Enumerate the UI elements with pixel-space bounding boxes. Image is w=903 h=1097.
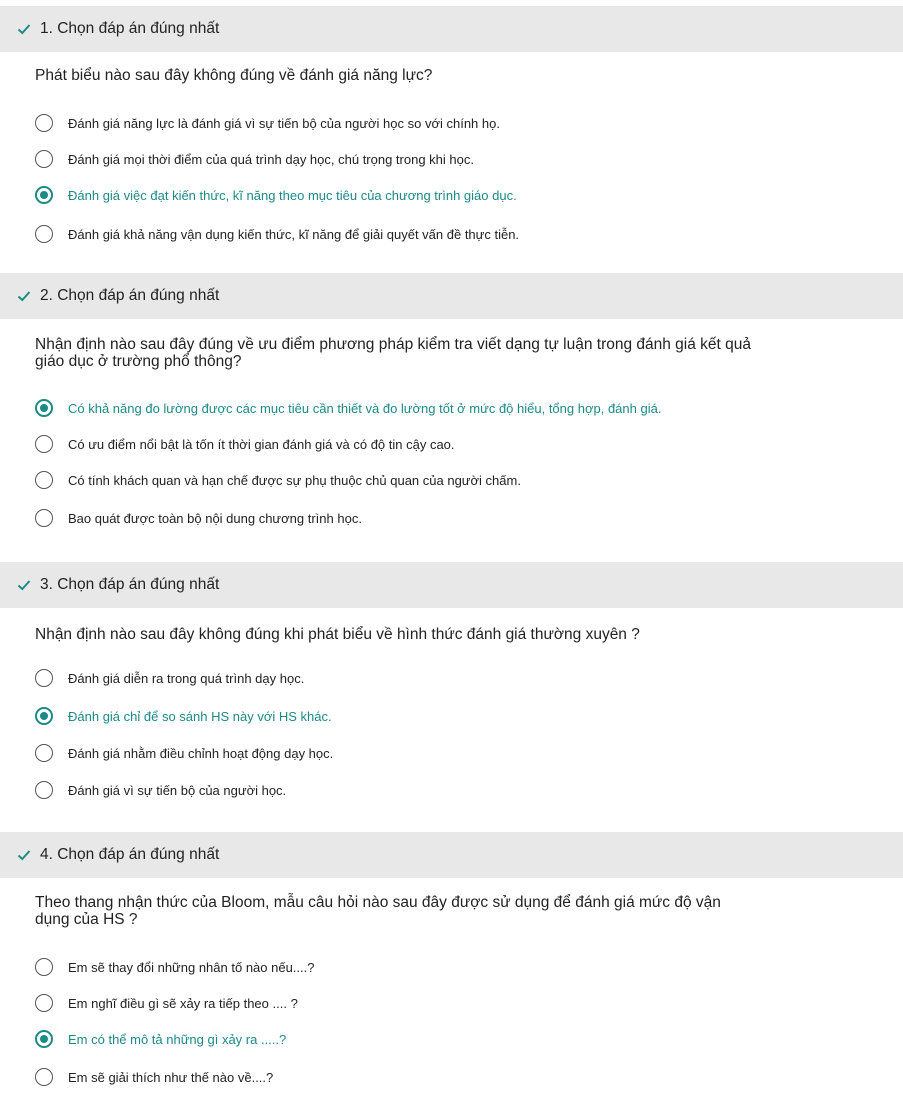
radio-button[interactable]	[35, 744, 53, 762]
radio-button[interactable]	[35, 509, 53, 527]
radio-button[interactable]	[35, 781, 53, 799]
question-text	[35, 336, 875, 370]
answer-option[interactable]	[35, 148, 474, 170]
answer-option[interactable]	[35, 433, 455, 455]
check-icon	[17, 848, 31, 862]
question-text: Nhận định nào sau đây không đúng khi phát biểu về hình thức đánh giá thường xuyên ?	[35, 626, 640, 643]
question-title: 3. Chọn đáp án đúng nhất	[40, 576, 220, 593]
check-icon	[17, 578, 31, 592]
option-label: Có khả năng đo lường được các mục tiêu cần thiết và đo lường tốt ở mức độ hiểu, tổng hợp, đánh giá.	[68, 400, 662, 416]
answer-option[interactable]	[35, 223, 519, 245]
option-label: Có tính khách quan và hạn chế được sự phụ thuộc chủ quan của người chấm.	[68, 472, 521, 488]
answer-option[interactable]	[35, 1066, 273, 1088]
answer-option-selected[interactable]	[35, 184, 517, 206]
option-label: Đánh giá khả năng vận dụng kiến thức, kĩ năng để giải quyết vấn đề thực tiễn.	[68, 226, 520, 242]
radio-button[interactable]	[35, 114, 53, 132]
question-text-line: giáo dục ở trường phổ thông?	[35, 353, 242, 370]
question-title: 1. Chọn đáp án đúng nhất	[40, 20, 220, 37]
option-label: Đánh giá diễn ra trong quá trình dạy học.	[68, 670, 305, 686]
question-header	[0, 273, 903, 319]
radio-button[interactable]	[35, 994, 53, 1012]
radio-button[interactable]	[35, 958, 53, 976]
answer-option[interactable]	[35, 779, 286, 801]
radio-button-selected[interactable]	[35, 707, 53, 725]
option-label: Có ưu điểm nổi bật là tốn ít thời gian đánh giá và có độ tin cậy cao.	[68, 436, 455, 452]
radio-button-selected[interactable]	[35, 1030, 53, 1048]
question-header	[0, 832, 903, 878]
radio-button[interactable]	[35, 435, 53, 453]
question-title: 2. Chọn đáp án đúng nhất	[40, 287, 220, 304]
question-header	[0, 6, 903, 52]
radio-button[interactable]	[35, 225, 53, 243]
option-label: Em có thể mô tả những gì xảy ra .....?	[68, 1031, 287, 1047]
option-label: Đánh giá năng lực là đánh giá vì sự tiến bộ của người học so với chính họ.	[68, 115, 500, 131]
question-text	[35, 894, 875, 928]
check-icon	[17, 289, 31, 303]
radio-button-selected[interactable]	[35, 399, 53, 417]
answer-option-selected[interactable]	[35, 705, 332, 727]
radio-button[interactable]	[35, 150, 53, 168]
radio-button[interactable]	[35, 471, 53, 489]
option-label: Đánh giá mọi thời điểm của quá trình dạy học, chú trọng trong khi học.	[68, 151, 474, 167]
option-label: Đánh giá vì sự tiến bộ của người học.	[68, 782, 287, 798]
question-text-line: Nhận định nào sau đây đúng về ưu điểm phương pháp kiểm tra viết dạng tự luận trong đánh giá kết quả	[35, 336, 752, 353]
radio-button-selected[interactable]	[35, 186, 53, 204]
answer-option-selected[interactable]	[35, 1028, 286, 1050]
question-text: Phát biểu nào sau đây không đúng về đánh giá năng lực?	[35, 67, 433, 84]
option-label: Em sẽ thay đổi những nhân tố nào nếu....?	[68, 959, 315, 975]
option-label: Em nghĩ điều gì sẽ xảy ra tiếp theo .... ?	[68, 995, 298, 1011]
option-label: Đánh giá việc đạt kiến thức, kĩ năng theo mục tiêu của chương trình giáo dục.	[68, 187, 517, 203]
question-text-line: dụng của HS ?	[35, 911, 138, 928]
answer-option[interactable]	[35, 469, 521, 491]
answer-option[interactable]	[35, 742, 333, 764]
question-text-line: Theo thang nhận thức của Bloom, mẫu câu hỏi nào sau đây được sử dụng để đánh giá mức độ vận	[35, 894, 721, 911]
question-title: 4. Chọn đáp án đúng nhất	[40, 846, 220, 863]
question-header	[0, 562, 903, 608]
option-label: Đánh giá nhằm điều chỉnh hoạt động dạy học.	[68, 745, 334, 761]
answer-option-selected[interactable]	[35, 397, 661, 419]
check-icon	[17, 22, 31, 36]
option-label: Đánh giá chỉ để so sánh HS này với HS khác.	[68, 708, 332, 724]
answer-option[interactable]	[35, 112, 500, 134]
answer-option[interactable]	[35, 956, 315, 978]
option-label: Bao quát được toàn bộ nội dung chương trình học.	[68, 510, 362, 526]
answer-option[interactable]	[35, 507, 362, 529]
option-label: Em sẽ giải thích như thế nào về....?	[68, 1069, 274, 1085]
radio-button[interactable]	[35, 669, 53, 687]
answer-option[interactable]	[35, 992, 298, 1014]
answer-option[interactable]	[35, 667, 304, 689]
radio-button[interactable]	[35, 1068, 53, 1086]
